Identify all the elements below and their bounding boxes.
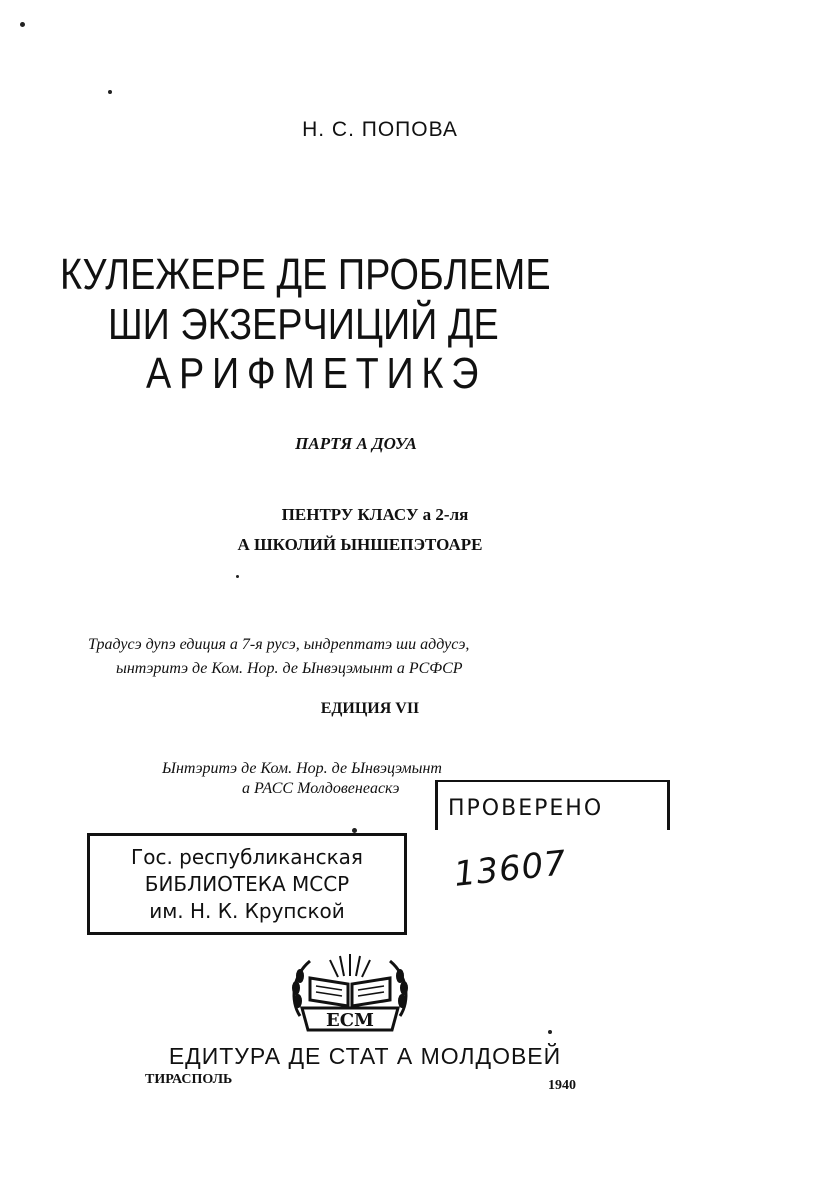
publisher-emblem-text: ЕСМ (326, 1010, 374, 1031)
publication-city: ТИРАСПОЛЬ (145, 1072, 233, 1087)
library-stamp (87, 833, 407, 935)
library-stamp-line-2: БИБЛИОТЕКА МССР (144, 872, 350, 896)
edition-label: ЕДИЦИЯ VII (320, 700, 420, 717)
scan-speck (548, 1030, 552, 1034)
scan-speck (236, 575, 239, 578)
title-line-2: ШИ ЭКЗЕРЧИЦИЙ ДЕ (108, 300, 499, 349)
publisher-name: ЕДИТУРА ДЕ СТАТ А МОЛДОВЕЙ (168, 1043, 562, 1069)
approval-line-1: Ынтэритэ де Ком. Нор. де Ынвэцэмынт (162, 760, 442, 777)
audience-line-2: А ШКОЛИЙ ЫНШЕПЭТОАРЕ (237, 535, 483, 554)
translation-note-line-1: Традусэ дупэ едиция а 7-я русэ, ындрептатэ ши аддусэ, (88, 636, 470, 653)
checked-stamp-text: ПРОВЕРЕНО (448, 796, 604, 821)
audience-line-1: ПЕНТРУ КЛАСУ а 2-ля (281, 505, 469, 524)
inventory-number: 13607 (452, 843, 569, 895)
checked-stamp (435, 780, 670, 830)
title-line-1: КУЛЕЖЕРЕ ДЕ ПРОБЛЕМЕ (60, 250, 551, 299)
author-name: Н. С. ПОПОВА (302, 118, 458, 141)
approval-line-2: а РАСС Молдовенеaскэ (242, 780, 400, 797)
library-stamp-line-3: им. Н. К. Крупской (149, 899, 345, 923)
library-stamp-line-1: Гос. республиканская (131, 845, 363, 869)
publication-year: 1940 (548, 1078, 576, 1093)
scan-speck (20, 22, 25, 27)
scan-speck (108, 90, 112, 94)
part-label: ПАРТЯ А ДОУА (295, 434, 417, 453)
title-line-3: АРИФМЕТИКЭ (146, 349, 487, 398)
scan-speck (352, 828, 357, 833)
publisher-emblem-icon (280, 946, 420, 1036)
translation-note-line-2: ынтэритэ де Ком. Нор. де Ынвэцэмынт а РСФСР (116, 660, 463, 677)
